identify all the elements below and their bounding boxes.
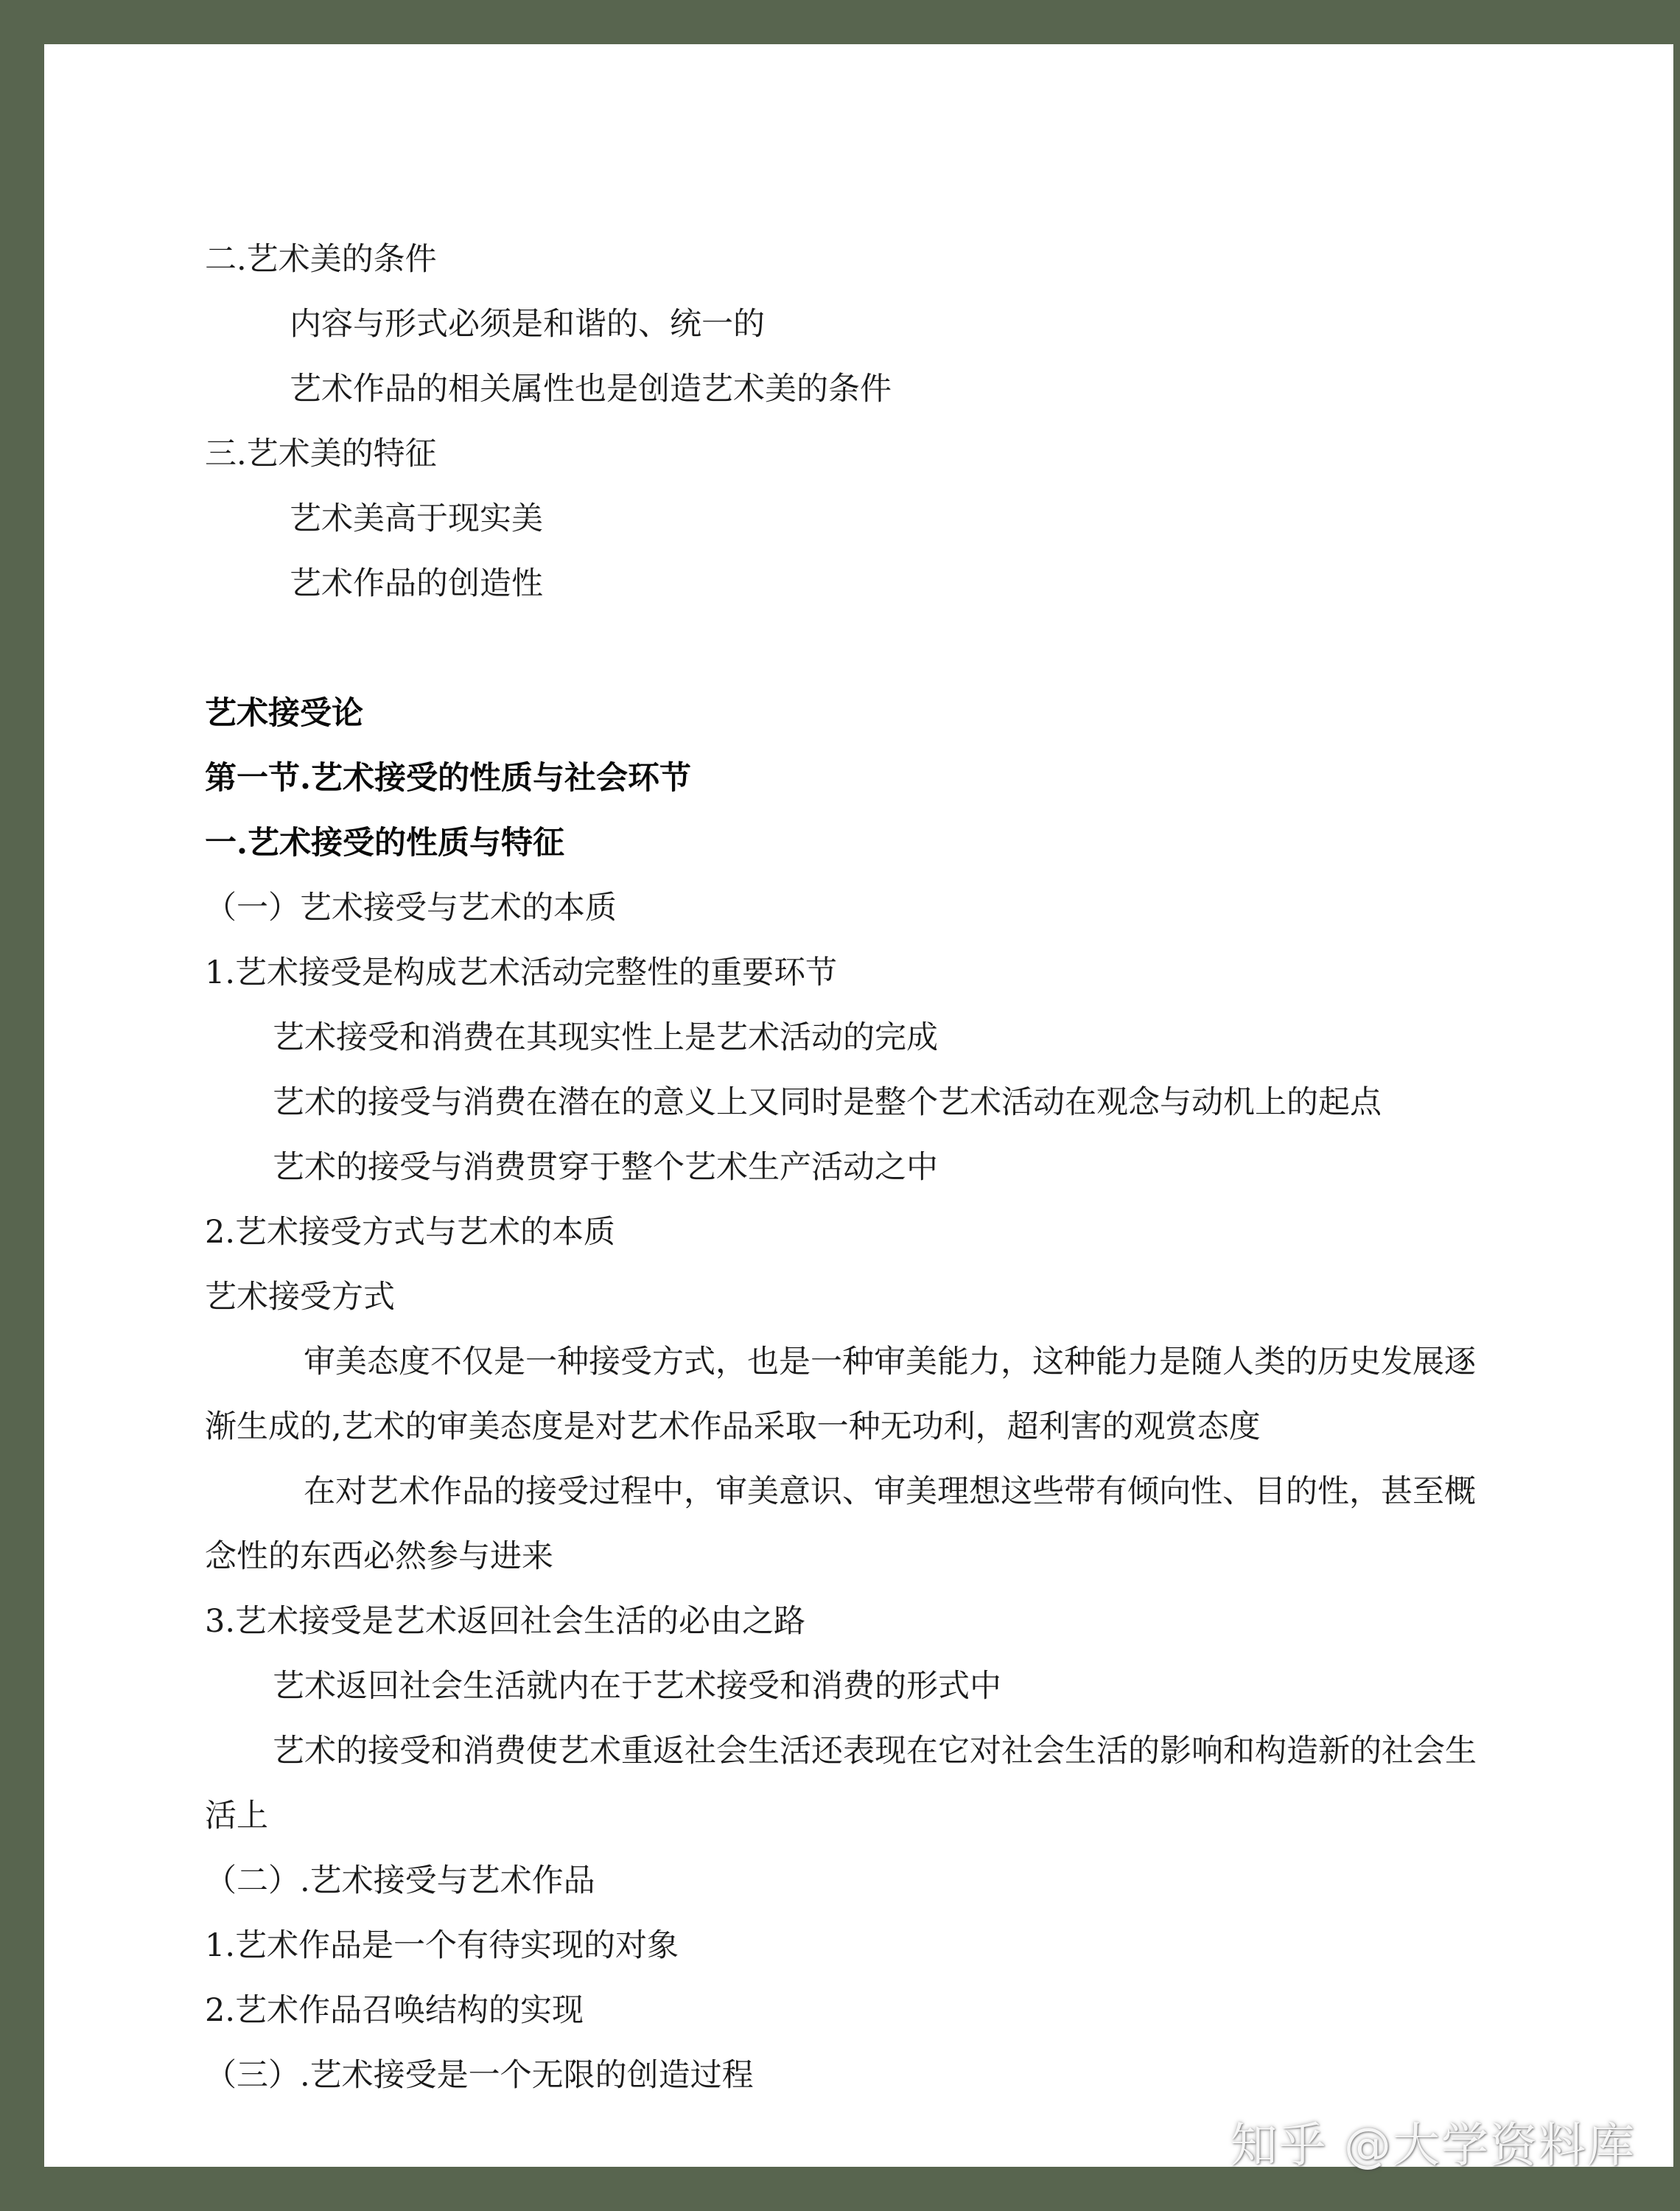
text-line: （二）.艺术接受与艺术作品 <box>205 1862 595 1899</box>
text-line: （三）.艺术接受是一个无限的创造过程 <box>205 2057 754 2094</box>
text-line: 1.艺术接受是构成艺术活动完整性的重要环节 <box>205 954 838 991</box>
zhihu-watermark: 知乎 @大学资料库 <box>1230 2119 1636 2173</box>
text-line: 2.艺术接受方式与艺术的本质 <box>205 1214 616 1251</box>
subsection-title: 一.艺术接受的性质与特征 <box>205 825 564 862</box>
heading-art-beauty-features: 三.艺术美的特征 <box>205 436 437 472</box>
text-line: 艺术作品的创造性 <box>290 565 543 602</box>
text-line: 活上 <box>205 1798 268 1834</box>
text-line: 在对艺术作品的接受过程中，审美意识、审美理想这些带有倾向性、目的性，甚至概 <box>304 1473 1476 1510</box>
text-line: 2.艺术作品召唤结构的实现 <box>205 1992 584 2029</box>
text-line: 3.艺术接受是艺术返回社会生活的必由之路 <box>205 1603 806 1640</box>
document-page <box>44 44 1673 2167</box>
text-line: 艺术接受方式 <box>205 1279 395 1316</box>
text-line: 艺术返回社会生活就内在于艺术接受和消费的形式中 <box>273 1668 1001 1705</box>
text-line: 艺术作品的相关属性也是创造艺术美的条件 <box>290 371 892 408</box>
text-line: 念性的东西必然参与进来 <box>205 1538 553 1575</box>
text-line: 艺术的接受与消费在潜在的意义上又同时是整个艺术活动在观念与动机上的起点 <box>273 1084 1382 1121</box>
text-line: 1.艺术作品是一个有待实现的对象 <box>205 1927 679 1964</box>
text-line: 内容与形式必须是和谐的、统一的 <box>290 306 765 343</box>
heading-art-beauty-conditions: 二.艺术美的条件 <box>205 241 437 278</box>
text-line: （一）艺术接受与艺术的本质 <box>205 890 617 926</box>
text-line: 艺术接受和消费在其现实性上是艺术活动的完成 <box>273 1019 938 1056</box>
text-line: 审美态度不仅是一种接受方式，也是一种审美能力，这种能力是随人类的历史发展逐 <box>304 1344 1476 1380</box>
text-line: 艺术美高于现实美 <box>290 500 543 537</box>
section-title: 第一节.艺术接受的性质与社会环节 <box>205 760 691 797</box>
text-line: 艺术的接受和消费使艺术重返社会生活还表现在它对社会生活的影响和构造新的社会生 <box>273 1733 1477 1770</box>
text-line: 艺术的接受与消费贯穿于整个艺术生产活动之中 <box>273 1149 938 1186</box>
text-line: 渐生成的,艺术的审美态度是对艺术作品采取一种无功利，超利害的观赏态度 <box>205 1408 1261 1445</box>
chapter-title: 艺术接受论 <box>205 695 363 732</box>
